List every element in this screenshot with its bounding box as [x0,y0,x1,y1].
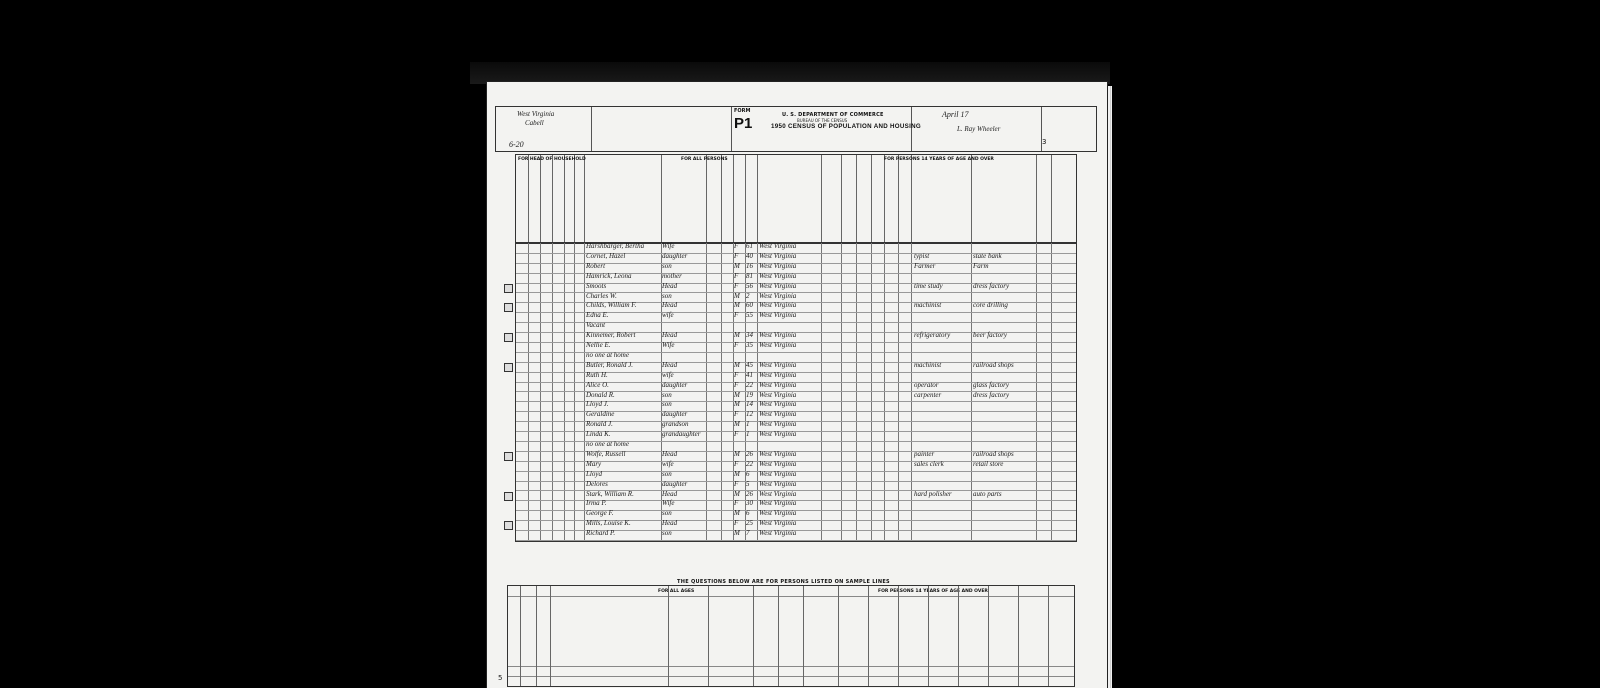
birthplace: West Virginia [759,311,797,320]
relationship: son [662,261,672,270]
person-name: no one at home [586,440,629,448]
sex: M [734,331,740,340]
industry: core drilling [973,301,1008,310]
age: 2 [746,291,750,300]
birthplace: West Virginia [759,529,797,538]
relationship: Head [662,281,678,290]
col-rule [871,155,872,243]
sheet-number: 3 [1042,138,1047,146]
person-name: Kinnemer, Robert [586,331,636,340]
sex: F [734,271,739,280]
col-rule [550,586,551,686]
age: 56 [746,281,753,290]
person-name: Mills, Louise K. [586,519,631,528]
industry: railroad shops [973,360,1014,369]
relationship: wife [662,311,674,320]
department-label: U. S. DEPARTMENT OF COMMERCE [782,112,884,118]
sex: F [734,311,739,320]
person-name: Hamrick, Leona [586,271,632,280]
age: 19 [746,390,753,399]
age: 41 [746,370,753,379]
col-rule [838,586,839,686]
scan-top-band [470,62,1110,84]
age: 1 [746,430,750,439]
sex: M [734,489,740,498]
age: 30 [746,499,753,508]
occupation: machinist [914,360,942,369]
person-name: Robert [586,261,606,270]
col-rule [911,155,912,243]
sex: M [734,469,740,478]
sex: M [734,301,740,310]
for-all-ages-heading: FOR ALL AGES [658,589,695,594]
industry: state bank [973,251,1002,260]
col-rule [528,155,529,243]
relationship: son [662,390,672,399]
col-rule [552,155,553,243]
birthplace: West Virginia [759,420,797,429]
occupation: typist [914,251,930,260]
sex: M [734,449,740,458]
relationship: daughter [662,380,688,389]
col-rule [1018,586,1019,686]
occupation: machinist [914,301,942,310]
industry: glass factory [973,380,1009,389]
birthplace: West Virginia [759,271,797,280]
col-rule [803,586,804,686]
col-rule [856,155,857,243]
person-name: Ronald J. [586,420,613,429]
sex: M [734,261,740,270]
age: 40 [746,251,753,260]
birthplace: West Virginia [759,281,797,290]
age: 5 [746,479,750,488]
col-rule [753,586,754,686]
person-name: Childs, William F. [586,301,637,310]
person-name: Irma P. [586,499,607,508]
persons14-lower-heading: FOR PERSONS 14 YEARS OF AGE AND OVER [878,589,988,594]
relationship: Head [662,449,678,458]
census-sheet [487,82,1107,688]
age: 12 [746,410,753,419]
age: 55 [746,311,753,320]
birthplace: West Virginia [759,261,797,270]
birthplace: West Virginia [759,479,797,488]
col-rule [988,586,989,686]
birthplace: West Virginia [759,459,797,468]
birthplace: West Virginia [759,291,797,300]
person-name: Stark, William R. [586,489,634,498]
state-value: West Virginia [517,110,555,118]
relationship: son [662,291,672,300]
row-rule [508,596,1074,597]
occupation: refrigeratory [914,331,951,340]
col-rule [778,586,779,686]
relationship: Head [662,301,678,310]
sex: F [734,459,739,468]
industry: beer factory [973,331,1008,340]
relationship: Wife [662,499,675,508]
birthplace: West Virginia [759,449,797,458]
sex: F [734,341,739,349]
person-name: Donald R. [586,390,615,399]
col-rule [733,155,734,243]
sex: M [734,360,740,369]
col-rule [584,155,585,243]
sample-lines-title: THE QUESTIONS BELOW ARE FOR PERSONS LISTED ON SAMPLE LINES [677,579,890,585]
birthplace: West Virginia [759,410,797,419]
instructions-cell [591,107,732,151]
col-rule [868,586,869,686]
person-name: Edna E. [586,311,609,320]
occupation: operator [914,380,939,389]
person-name: Alice O. [586,380,609,389]
person-name: Wolfe, Russell [586,449,626,458]
birthplace: West Virginia [759,380,797,389]
sex: F [734,251,739,260]
col-rule [821,155,822,243]
col-rule [564,155,565,243]
occupation: sales clerk [914,459,944,468]
person-name: no one at home [586,350,629,359]
birthplace: West Virginia [759,341,797,349]
birthplace: West Virginia [759,509,797,518]
col-rule [661,155,662,243]
sex: M [734,390,740,399]
birthplace: West Virginia [759,489,797,498]
relationship: Head [662,489,678,498]
column-headers [515,154,1077,244]
birthplace: West Virginia [759,519,797,528]
age: 22 [746,459,753,468]
age: 1 [746,420,750,429]
relationship: son [662,469,672,478]
sex: F [734,380,739,389]
age: 45 [746,360,753,369]
relationship: grandaughter [662,430,701,439]
sex: M [734,400,740,409]
birthplace: West Virginia [759,360,797,369]
sample-line-marker [504,333,513,342]
age: 14 [746,400,753,409]
relationship: wife [662,459,674,468]
sample-line-marker [504,284,513,293]
form-code: P1 [734,115,753,132]
industry: auto parts [973,489,1002,498]
person-name: Cornet, Hazel [586,251,626,260]
col-rule [958,586,959,686]
birthplace: West Virginia [759,499,797,508]
relationship: son [662,400,672,409]
person-name: Harshbarger, Bertha [586,242,645,250]
sex: F [734,430,739,439]
age: 25 [746,519,753,528]
sample-line-marker [504,303,513,312]
relationship: Head [662,331,678,340]
col-rule [745,155,746,243]
person-name: Mary [586,459,602,468]
person-name: George F. [586,509,614,518]
sex: F [734,499,739,508]
col-rule [708,586,709,686]
occupation: painter [914,449,935,458]
relationship: grandson [662,420,689,429]
form-label: FORM [734,108,751,114]
person-name: Richard P. [586,529,616,538]
person-name: Ruth H. [586,370,608,379]
age: 6 [746,469,750,478]
person-name: Delores [586,479,608,488]
col-rule [928,586,929,686]
industry: dress factory [973,281,1010,290]
sample-line-marker [504,363,513,372]
col-rule [898,155,899,243]
sex: M [734,529,740,538]
row-rule [508,676,1074,677]
col-rule [520,586,521,686]
sex: F [734,479,739,488]
col-rule [1048,586,1049,686]
relationship: son [662,509,672,518]
age: 26 [746,489,753,498]
relationship: daughter [662,479,688,488]
occupation: Farmer [914,261,936,270]
birthplace: West Virginia [759,469,797,478]
sex: M [734,509,740,518]
age: 6 [746,509,750,518]
occupation: time study [914,281,943,290]
person-name: Charles W. [586,291,617,300]
sex: F [734,410,739,419]
col-rule [574,155,575,243]
sex: F [734,242,739,250]
relationship: daughter [662,410,688,419]
relationship: wife [662,370,674,379]
col-rule [536,586,537,686]
age: 26 [746,449,753,458]
age: 7 [746,529,750,538]
sex: M [734,420,740,429]
relationship: son [662,529,672,538]
relationship: daughter [662,251,688,260]
person-name: Nellie E. [586,341,611,349]
col-rule [540,155,541,243]
date-value: April 17 [942,110,969,119]
form-title: 1950 CENSUS OF POPULATION AND HOUSING [771,123,921,130]
relationship: Head [662,519,678,528]
person-name: Butler, Ronald J. [586,360,634,369]
age: 61 [746,242,753,250]
person-name: Lloyd J. [586,400,609,409]
age: 34 [746,331,753,340]
relationship: mother [662,271,682,280]
industry: railroad shops [973,449,1014,458]
sample-line-marker [504,452,513,461]
sex: F [734,370,739,379]
industry: retail store [973,459,1004,468]
sheet-number-cell [1041,107,1096,151]
person-name: Vacant [586,321,606,330]
all-persons-heading: FOR ALL PERSONS [681,157,728,162]
person-name: Linda K. [586,430,611,439]
age: 81 [746,271,753,280]
occupation: carpenter [914,390,942,399]
col-rule [841,155,842,243]
relationship: Wife [662,341,675,349]
occupation: hard polisher [914,489,952,498]
ed-value: 6-20 [509,140,524,149]
col-rule [706,155,707,243]
industry: dress factory [973,390,1010,399]
birthplace: West Virginia [759,331,797,340]
industry: Farm [973,261,989,270]
age: 35 [746,341,753,349]
persons14-heading: FOR PERSONS 14 YEARS OF AGE AND OVER [884,157,994,162]
person-name: Smoots [586,281,607,290]
col-rule [971,155,972,243]
birthplace: West Virginia [759,301,797,310]
sample-line-marker [504,492,513,501]
sample-line-marker [504,521,513,530]
person-name: Lloyd [586,469,602,478]
age: 22 [746,380,753,389]
relationship: Head [662,360,678,369]
bureau-label: BUREAU OF THE CENSUS [797,118,848,123]
enumerator-value: L. Ray Wheeler [957,125,1001,133]
birthplace: West Virginia [759,400,797,409]
sex: F [734,281,739,290]
sex: M [734,291,740,300]
birthplace: West Virginia [759,430,797,439]
col-rule [721,155,722,243]
row-rule [508,666,1074,667]
age: 16 [746,261,753,270]
entries-grid [515,242,1077,542]
birthplace: West Virginia [759,390,797,399]
household-heading: FOR HEAD OF HOUSEHOLD [518,157,586,162]
county-value: Cabell [525,119,544,127]
birthplace: West Virginia [759,370,797,379]
sample-lines-table [498,585,1075,687]
sample-line-number: 5 [498,674,503,682]
relationship: Wife [662,242,675,250]
age: 60 [746,301,753,310]
sex: F [734,519,739,528]
col-rule [668,586,669,686]
birthplace: West Virginia [759,251,797,260]
col-rule [884,155,885,243]
col-rule [1051,155,1052,243]
person-name: Geraldine [586,410,615,419]
col-rule [1036,155,1037,243]
col-rule [898,586,899,686]
birthplace: West Virginia [759,242,797,250]
col-rule [757,155,758,243]
